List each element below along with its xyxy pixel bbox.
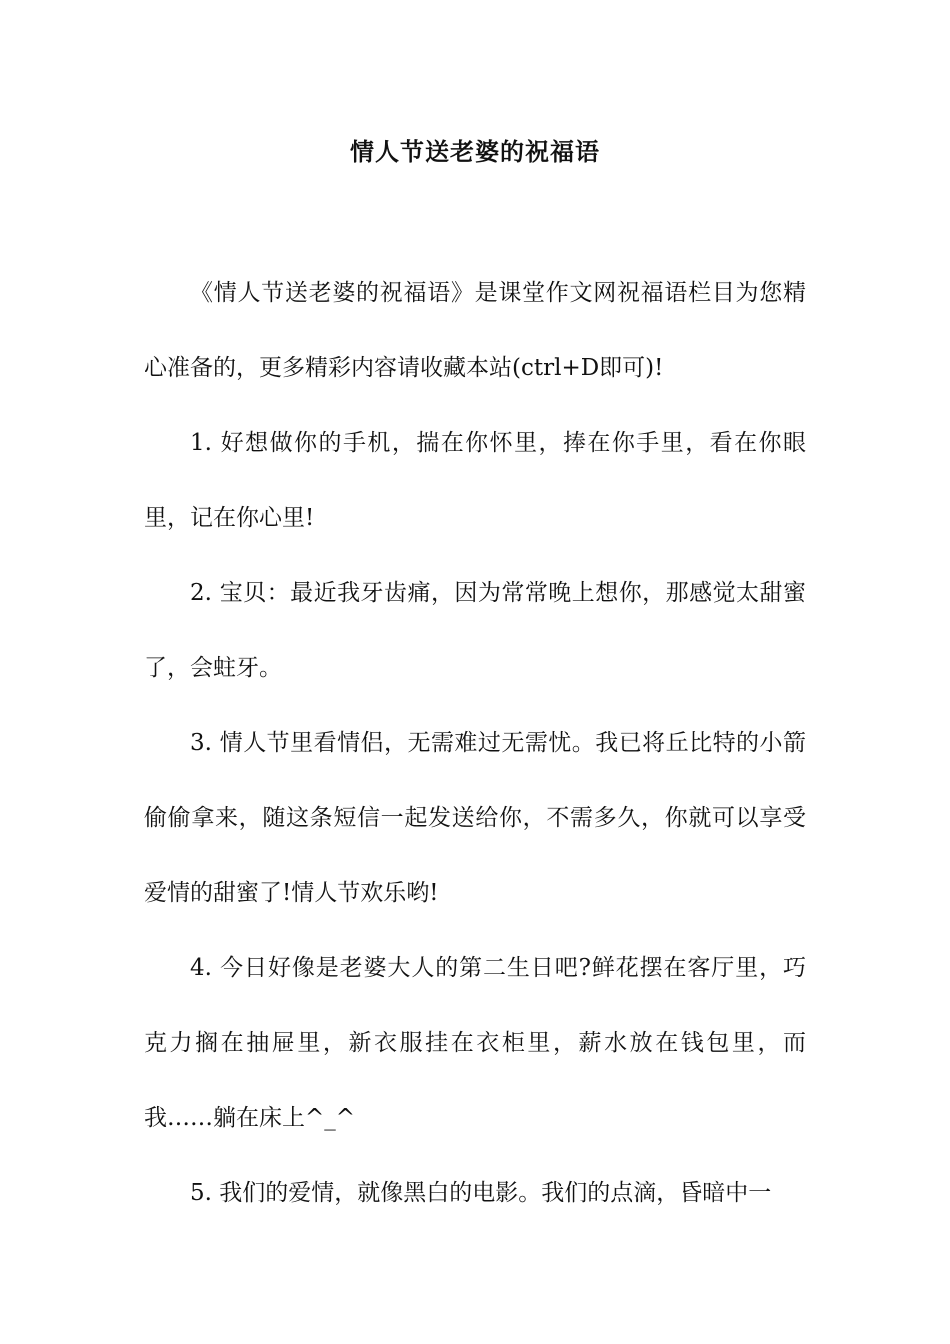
blessing-item-2: 2. 宝贝：最近我牙齿痛，因为常常晚上想你，那感觉太甜蜜了，会蛀牙。 [144,580,806,681]
document-body [144,256,806,1231]
blessing-item-1: 1. 好想做你的手机，揣在你怀里，捧在你手里，看在你眼里，记在你心里! [144,430,806,531]
blessing-item-3: 3. 情人节里看情侣，无需难过无需忧。我已将丘比特的小箭偷偷拿来，随这条短信一起发送给你，不需多久，你就可以享受爱情的甜蜜了!情人节欢乐哟! [144,730,806,906]
intro-paragraph: 《情人节送老婆的祝福语》是课堂作文网祝福语栏目为您精心准备的，更多精彩内容请收藏本站(ctrl+D即可)! [144,280,806,381]
blessing-item-5: 5. 我们的爱情，就像黑白的电影。我们的点滴，昏暗中一 [190,1180,772,1206]
document-title: 情人节送老婆的祝福语 [350,137,600,166]
blessing-item-4: 4. 今日好像是老婆大人的第二生日吧?鲜花摆在客厅里，巧克力搁在抽屉里，新衣服挂在衣柜里，薪水放在钱包里，而我……躺在床上^_^ [144,955,806,1131]
